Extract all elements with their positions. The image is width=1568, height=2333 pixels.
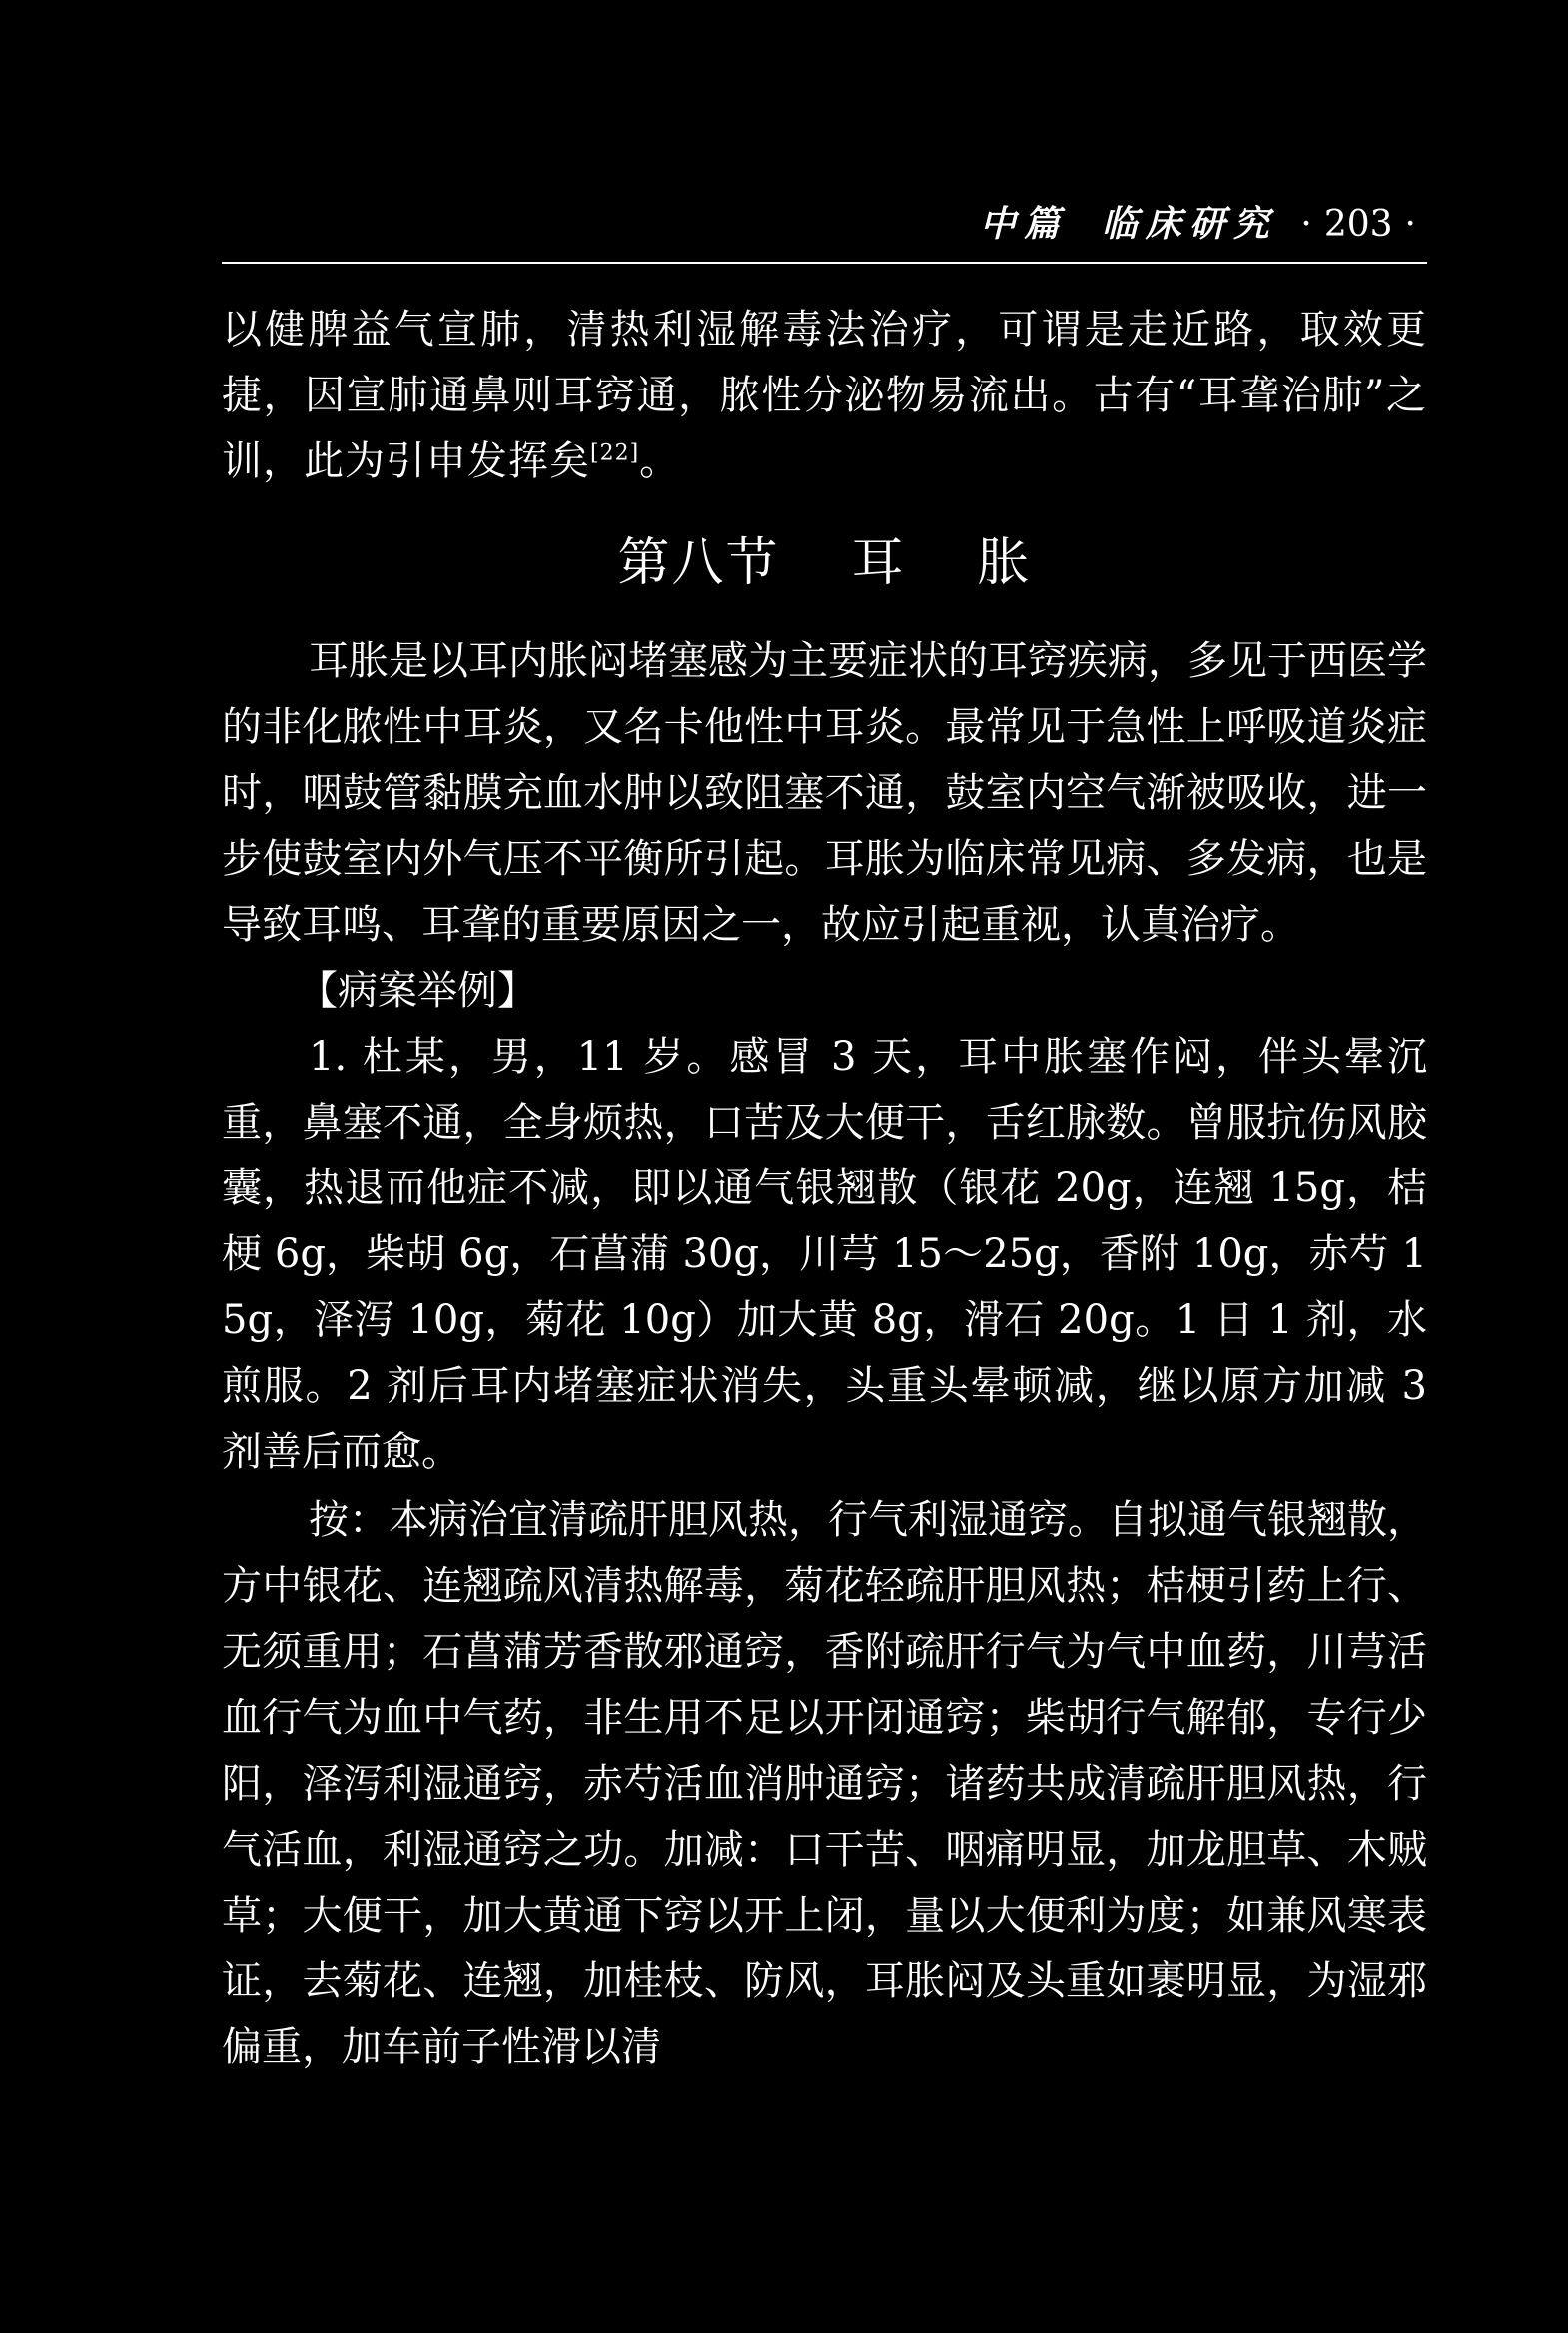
header-subject-label: 临床研究 bbox=[1101, 203, 1277, 245]
overview-paragraph: 耳胀是以耳内胀闷堵塞感为主要症状的耳窍疾病，多见于西医学的非化脓性中耳炎，又名卡他性中耳炎。最常见于急性上呼吸道炎症时，咽鼓管黏膜充血水肿以致阻塞不通，鼓室内空气渐被吸收，进一步使鼓室内外气压不平衡所引起。耳胀为临床常见病、多发病，也是导致耳鸣、耳聋的重要原因之一，故应引起重视，认真治疗。 bbox=[222, 638, 1427, 948]
case-heading: 【病案举例】 bbox=[298, 968, 537, 1014]
citation-marker: [22] bbox=[590, 440, 640, 466]
intro-paragraph-text: 以健脾益气宣肺，清热利湿解毒法治疗，可谓是走近路，取效更捷，因宣肺通鼻则耳窍通，脓性分泌物易流出。古有“耳聋治肺”之训，此为引申发挥矣 bbox=[222, 307, 1427, 484]
page-body bbox=[222, 297, 1427, 2080]
intro-paragraph bbox=[222, 297, 1427, 494]
section-title-label: 第八节 bbox=[617, 533, 780, 593]
section-title-topic-char-2: 胀 bbox=[977, 533, 1032, 593]
page-number: 203 bbox=[1323, 204, 1393, 245]
section-title-topic-char-1: 耳 bbox=[851, 533, 906, 593]
header-separator-left: · bbox=[1300, 204, 1312, 245]
header-separator-right: · bbox=[1404, 204, 1416, 245]
commentary-paragraph: 按：本病治宜清疏肝胆风热，行气利湿通窍。自拟通气银翘散，方中银花、连翘疏风清热解毒，菊花轻疏肝胆风热；桔梗引药上行、无须重用；石菖蒲芳香散邪通窍，香附疏肝行气为气中血药，川芎活血行气为血中气药，非生用不足以开闭通窍；柴胡行气解郁，专行少阳，泽泻利湿通窍，赤芍活血消肿通窍；诸药共成清疏肝胆风热，行气活血，利湿通窍之功。加减：口干苦、咽痛明显，加龙胆草、木贼草；大便干，加大黄通下窍以开上闭，量以大便利为度；如兼风寒表证，去菊花、连翘，加桂枝、防风，耳胀闷及头重如裹明显，为湿邪偏重，加车前子性滑以清 bbox=[222, 1497, 1427, 2070]
section-title bbox=[222, 524, 1427, 602]
header-divider bbox=[222, 262, 1427, 264]
header-section-label: 中篇 bbox=[979, 203, 1068, 245]
running-header bbox=[859, 194, 1428, 254]
case-1-paragraph: 1. 杜某，男，11 岁。感冒 3 天，耳中胀塞作闷，伴头晕沉重，鼻塞不通，全身烦热，口苦及大便干，舌红脉数。曾服抗伤风胶囊，热退而他症不减，即以通气银翘散（银花 20g，连翘 15g，桔梗 6g，柴胡 6g，石菖蒲 30g，川芎 15～25g，香附 10g，赤芍 15g，泽泻 10g，菊花 10g）加大黄 8g，滑石 20g。1 日 1 剂，水煎服。2 剂后耳内堵塞症状消失，头重头晕顿减，继以原方加减 3 剂善后而愈。 bbox=[222, 1034, 1427, 1475]
intro-paragraph-end: 。 bbox=[639, 438, 681, 484]
